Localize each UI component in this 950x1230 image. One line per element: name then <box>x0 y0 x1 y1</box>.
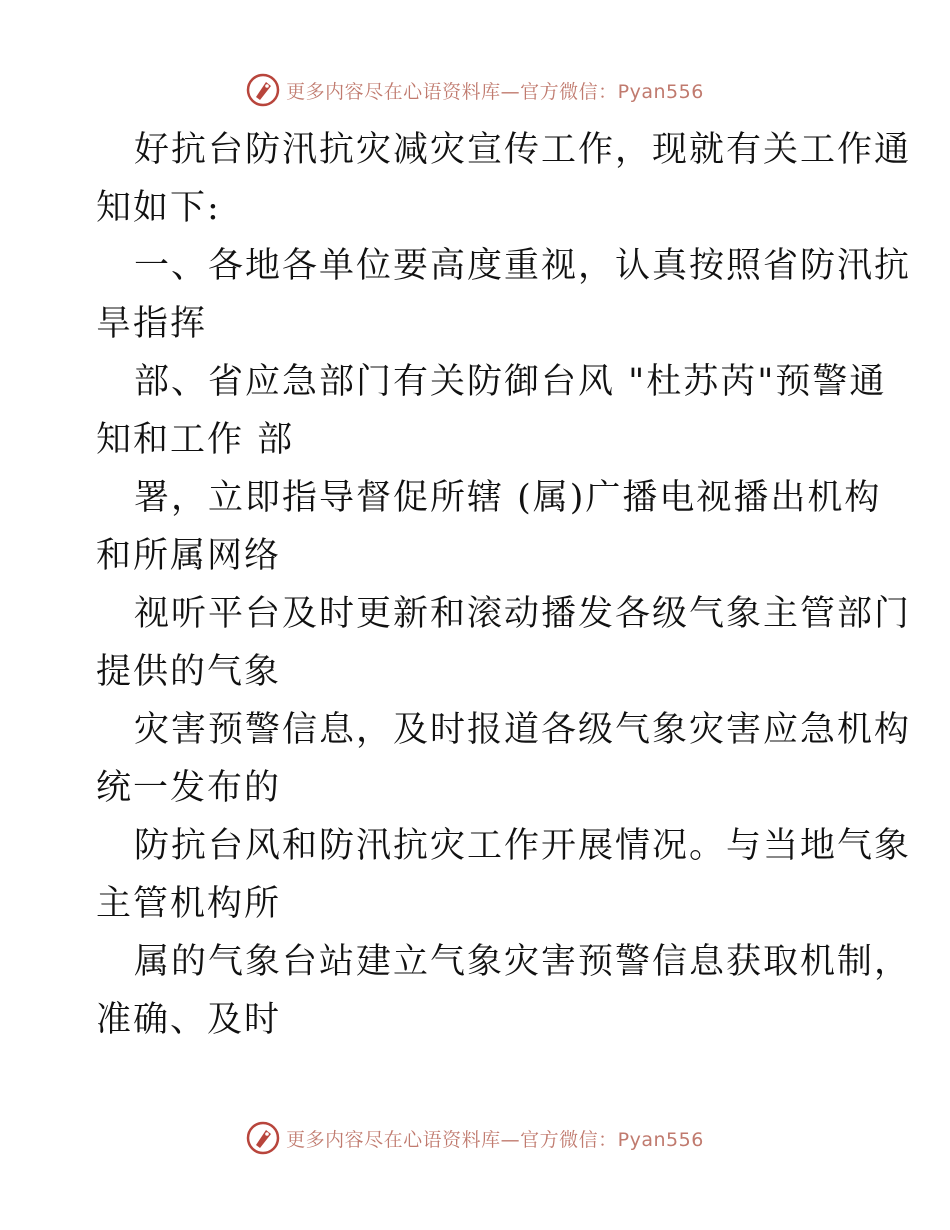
pen-nib-logo-icon <box>246 1121 280 1155</box>
paragraph-line: 知和工作 部 <box>96 420 295 460</box>
paragraph-line: 属的气象台站建立气象灾害预警信息获取机制， <box>134 942 912 982</box>
pen-nib-logo-icon <box>246 73 280 107</box>
paragraph-line: 旱指挥 <box>96 304 208 344</box>
footer-banner-text: 更多内容尽在心语资料库—官方微信：Pyan556 <box>286 1128 704 1151</box>
paragraph-line: 统一发布的 <box>96 768 282 808</box>
paragraph-line: 部、省应急部门有关防御台风 "杜苏芮"预警通 <box>134 362 887 402</box>
document-body <box>96 121 912 1049</box>
footer-banner <box>0 1118 950 1158</box>
header-banner <box>0 70 950 110</box>
paragraph-line: 一、各地各单位要高度重视，认真按照省防汛抗 <box>134 246 912 286</box>
header-banner-text: 更多内容尽在心语资料库—官方微信：Pyan556 <box>286 80 704 103</box>
paragraph-line: 好抗台防汛抗灾减灾宣传工作，现就有关工作通 <box>134 130 912 170</box>
paragraph-line: 准确、及时 <box>96 1000 282 1040</box>
paragraph-line: 灾害预警信息，及时报道各级气象灾害应急机构 <box>134 710 912 750</box>
paragraph-line: 提供的气象 <box>96 652 282 692</box>
paragraph-line: 和所属网络 <box>96 536 282 576</box>
paragraph-line: 署，立即指导督促所辖 (属)广播电视播出机构 <box>134 478 882 518</box>
paragraph-line: 主管机构所 <box>96 884 282 924</box>
paragraph-line: 视听平台及时更新和滚动播发各级气象主管部门 <box>134 594 912 634</box>
paragraph-line: 防抗台风和防汛抗灾工作开展情况。与当地气象 <box>134 826 912 866</box>
paragraph-line: 知如下: <box>96 188 221 228</box>
